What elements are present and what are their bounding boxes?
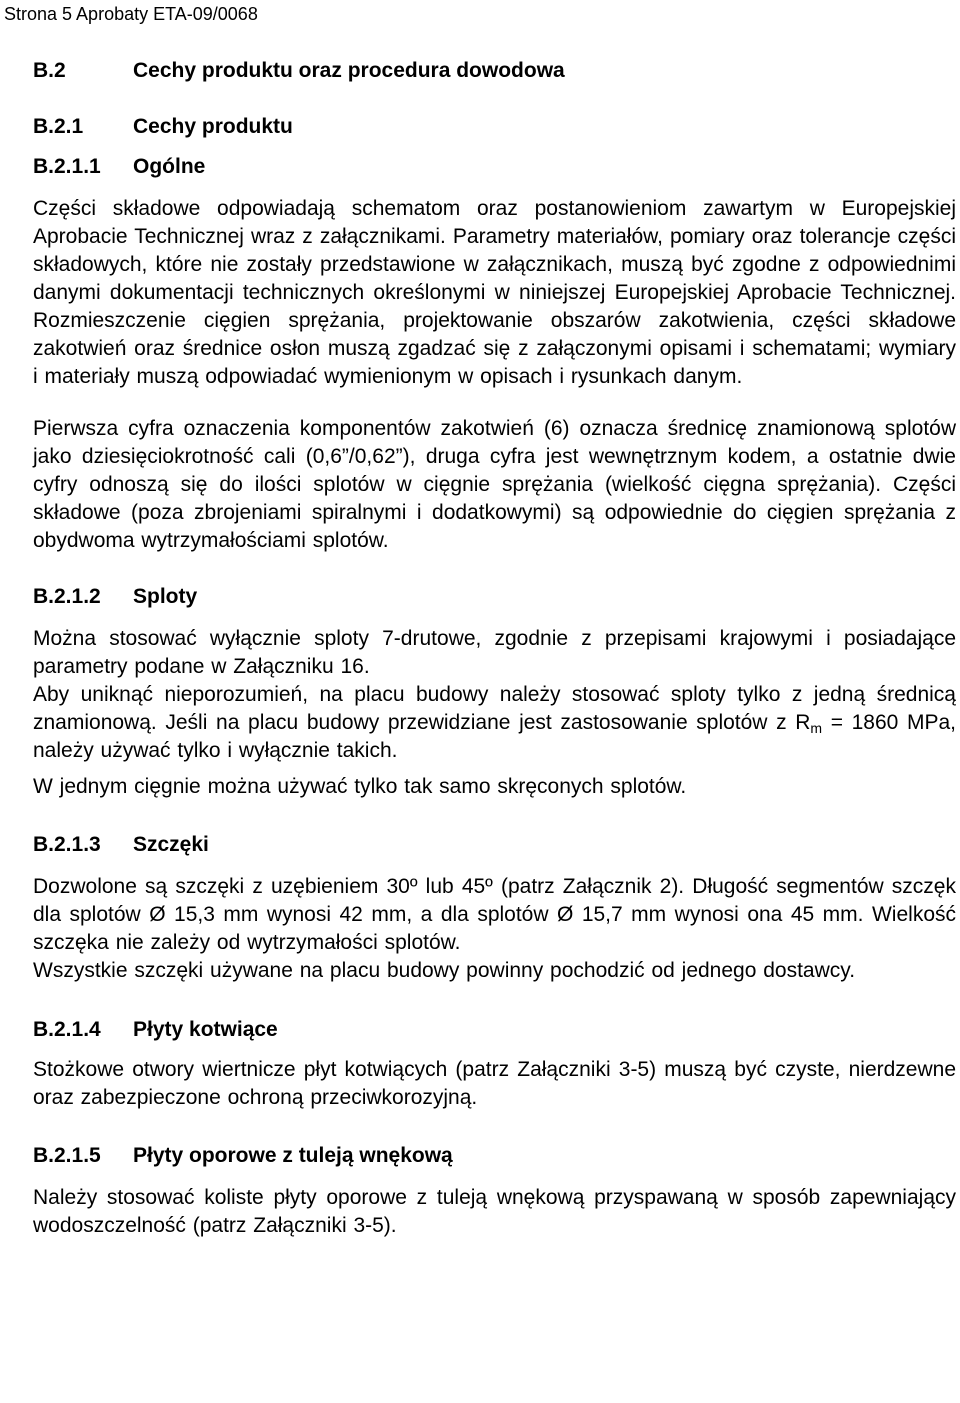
section-heading-b212 [33,583,956,611]
section-heading-b2 [33,57,956,85]
page-header: Strona 5 Aprobaty ETA-09/0068 [4,4,258,24]
paragraph-general-1: Części składowe odpowiadają schematom oraz postanowieniom zawartym w Europejskiej Aprobacie Technicznej wraz z załącznikami. Parametry materiałów, pomiary oraz tolerancje części składowych, które nie zostały przedstawione w załącznikach, muszą być zgodne z odpowiednimi danymi dokumentacji technicznych określonymi w niniejszej Europejskiej Aprobacie Technicznej. Rozmieszczenie cięgien sprężania, projektowanie obszarów zakotwienia, części składowe zakotwień oraz średnice osłon muszą zgadzać się z załączonymi opisami i schematami; wymiary i materiały muszą odpowiadać wymienionym w opisach i rysunkach danym. [33,197,956,388]
paragraph-wedges-2: Wszystkie szczęki używane na placu budowy powinny pochodzić od jednego dostawcy. [33,959,856,982]
section-title: Cechy produktu [133,115,293,138]
section-title: Cechy produktu oraz procedura dowodowa [133,59,565,82]
paragraph-general-2: Pierwsza cyfra oznaczenia komponentów zakotwień (6) oznacza średnicę znamionową splotów jako dziesięciokrotność cali (0,6”/0,62”), druga cyfra jest wewnętrznym kodem, a ostatnie dwie cyfry odnoszą się do ilości splotów w cięgnie sprężania (wielkość cięgna sprężania). Części składowe (poza zbrojeniami spiralnymi i dodatkowymi) są odpowiednie do cięgien sprężania z obydwoma wytrzymałościami splotów. [33,417,956,552]
section-heading-b211 [33,153,956,181]
section-number: B.2.1.2 [33,585,101,608]
section-title: Szczęki [133,833,209,856]
paragraph-wedges-1: Dozwolone są szczęki z uzębieniem 30º lub 45º (patrz Załącznik 2). Długość segmentów szczęk dla splotów Ø 15,3 mm wynosi 42 mm, a dla splotów Ø 15,7 mm wynosi ona 45 mm. Wielkość szczęka nie zależy od wytrzymałości splotów. [33,875,956,954]
section-heading-b215 [33,1142,956,1170]
section-title: Płyty kotwiące [133,1018,278,1041]
paragraph-bearing-plates: Należy stosować koliste płyty oporowe z tuleją wnękową przyspawaną w sposób zapewniający wodoszczelność (patrz Załączniki 3-5). [33,1186,956,1237]
section-heading-b21 [33,113,956,141]
section-number: B.2.1.4 [33,1018,101,1041]
section-number: B.2.1.3 [33,833,101,856]
section-number: B.2 [33,59,66,82]
paragraph-strands-3: W jednym cięgnie można używać tylko tak samo skręconych splotów. [33,775,687,798]
section-title: Sploty [133,585,198,608]
section-heading-b213 [33,831,956,859]
section-title: Ogólne [133,155,206,178]
section-heading-b214 [33,1016,956,1044]
section-number: B.2.1.5 [33,1144,101,1167]
section-number: B.2.1.1 [33,155,101,178]
document-body [33,57,956,1240]
section-title: Płyty oporowe z tuleją wnękową [133,1144,453,1167]
section-number: B.2.1 [33,115,84,138]
paragraph-strands-2: Aby uniknąć nieporozumień, na placu budowy należy stosować sploty tylko z jedną średnicą znamionową. Jeśli na placu budowy przewidziane jest zastosowanie splotów z $R_m = 1860$ MPa, należy używać tylko i wyłącznie takich. [33,683,957,762]
paragraph-strands-1: Można stosować wyłącznie sploty 7-drutowe, zgodnie z przepisami krajowymi i posiadające parametry podane w Załączniku 16. [33,627,956,678]
paragraph-anchor-plates: Stożkowe otwory wiertnicze płyt kotwiących (patrz Załączniki 3-5) muszą być czyste, nierdzewne oraz zabezpieczone ochroną przeciwkorozyjną. [33,1058,956,1109]
